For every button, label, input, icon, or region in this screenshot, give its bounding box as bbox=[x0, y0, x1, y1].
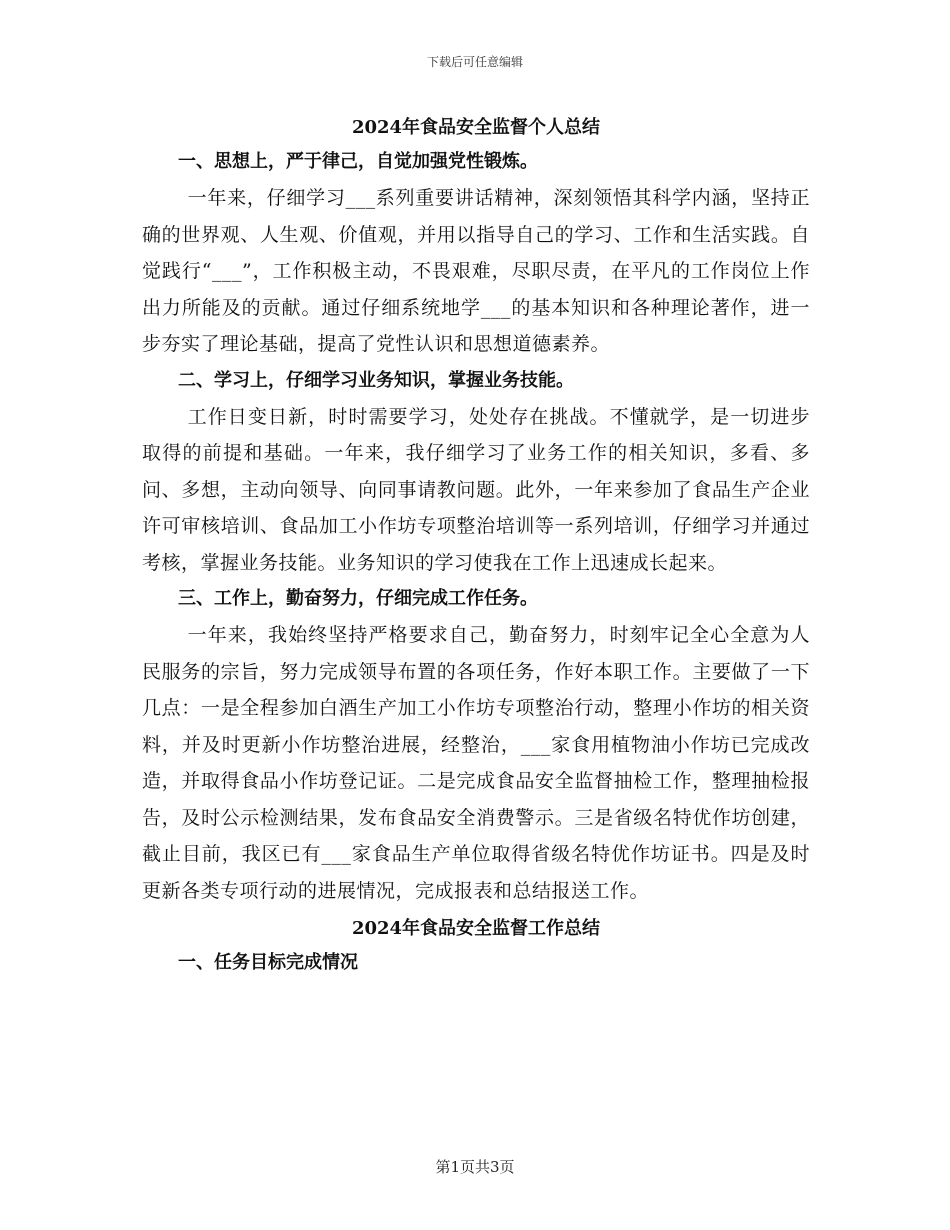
page-number: 第1页共3页 bbox=[435, 1158, 515, 1176]
section-heading-2: 二、学习上，仔细学习业务知识，掌握业务技能。 bbox=[178, 369, 574, 391]
second-document-title: 2024年食品安全监督工作总结 bbox=[351, 918, 601, 939]
document-body bbox=[142, 112, 810, 981]
second-section-heading-1: 一、任务目标完成情况 bbox=[178, 952, 358, 973]
section-paragraph-3: 一年来，我始终坚持严格要求自己，勤奋努力，时刻牢记全心全意为人民服务的宗旨，努力完成领导布置的各项任务，作好本职工作。主要做了一下几点：一是全程参加白酒生产加工小作坊专项整治行动，整理小作坊的相关资料，并及时更新小作坊整治进展，经整治，___家食用植物油小作坊已完成改造，并取得食品小作坊登记证。二是完成食品安全监督抽检工作，整理抽检报告，及时公示检测结果，发布食品安全消费警示。三是省级名特优作坊创建，截止目前，我区已有___家食品生产单位取得省级名特优作坊证书。四是及时更新各类专项行动的进展情况，完成报表和总结报送工作。 bbox=[142, 624, 810, 902]
page-header-note: 下载后可任意编辑 bbox=[426, 55, 523, 69]
document-title: 2024年食品安全监督个人总结 bbox=[351, 117, 601, 138]
section-paragraph-2: 工作日变日新，时时需要学习，处处存在挑战。不懂就学，是一切进步取得的前提和基础。一年来，我仔细学习了业务工作的相关知识，多看、多问、多想，主动向领导、向同事请教问题。此外，一年来参加了食品生产企业许可审核培训、食品加工小作坊专项整治培训等一系列培训，仔细学习并通过考核，掌握业务技能。业务知识的学习使我在工作上迅速成长起来。 bbox=[142, 405, 810, 574]
section-paragraph-1: 一年来，仔细学习___系列重要讲话精神，深刻领悟其科学内涵，坚持正确的世界观、人生观、价值观，并用以指导自己的学习、工作和生活实践。自觉践行“___”，工作积极主动，不畏艰难，尽职尽责，在平凡的工作岗位上作出力所能及的贡献。通过仔细系统地学___的基本知识和各种理论著作，进一步夯实了理论基础，提高了党性认识和思想道德素养。 bbox=[142, 187, 810, 355]
section-heading-3: 三、工作上，勤奋努力，仔细完成工作任务。 bbox=[178, 588, 538, 609]
section-heading-1: 一、思想上，严于律己，自觉加强党性锻炼。 bbox=[178, 151, 538, 172]
